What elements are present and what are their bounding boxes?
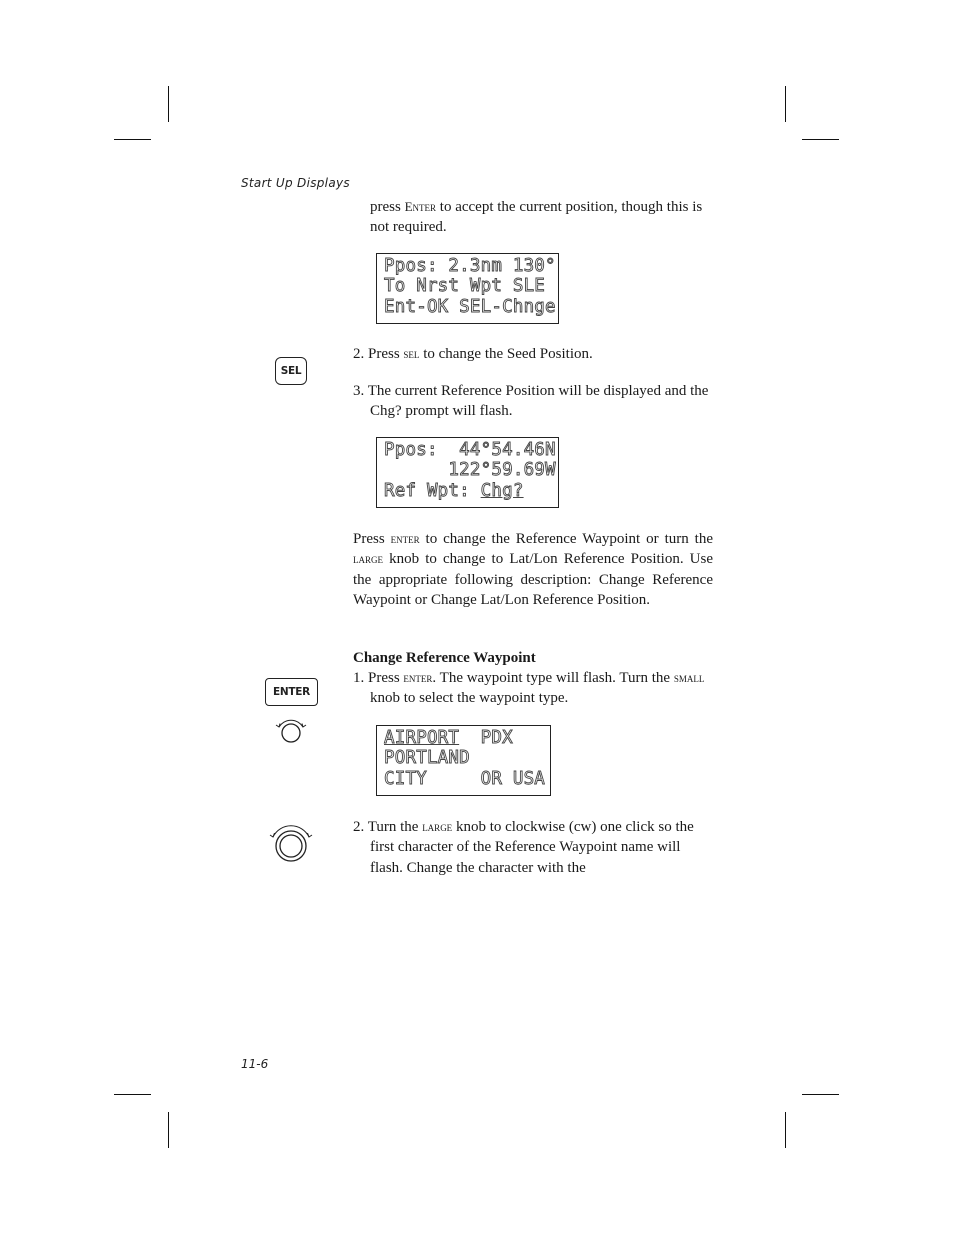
lcd-line: AIRPORT PDX xyxy=(384,728,513,748)
key-large: large xyxy=(422,819,453,834)
section-heading: Change Reference Waypoint xyxy=(353,650,536,666)
lcd-line: 122°59.69W xyxy=(384,460,556,481)
key-enter: enter xyxy=(390,531,420,546)
crop-mark xyxy=(114,1094,151,1095)
step-3: 3. The current Reference Position will be displayed and the Chg? prompt will flash. xyxy=(353,383,709,420)
running-head: Start Up Displays xyxy=(241,176,350,190)
page-number: 11-6 xyxy=(241,1057,269,1071)
press-enter-paragraph: Press enter to change the Reference Waypoint or turn the large knob to change to Lat/Lon Reference Position. Use the appropriate following description: Change Reference Waypoint or Change Lat/Lon Reference Position. xyxy=(353,531,713,609)
step-change-2: 2. Turn the large knob to clockwise (cw) one click so the first character of the Reference Waypoint name will flash. Change the character with the xyxy=(353,819,694,876)
key-large: large xyxy=(353,551,383,567)
key-enter: Enter xyxy=(404,199,437,214)
small-knob-icon xyxy=(272,716,310,746)
lcd-display-waypoint xyxy=(376,725,551,796)
lcd-display-present-position xyxy=(376,253,559,324)
key-small: small xyxy=(673,670,705,685)
sel-button: SEL xyxy=(275,357,307,385)
enter-button: ENTER xyxy=(265,678,318,706)
step-change-1: 1. Press enter. The waypoint type will flash. Turn the small knob to select the waypoint type. xyxy=(353,670,705,707)
crop-mark xyxy=(168,86,169,122)
step-2: 2. Press sel to change the Seed Position. xyxy=(353,346,593,362)
key-enter: enter xyxy=(403,670,433,685)
lcd-line: Ref Wpt: Chg? xyxy=(384,480,524,501)
intro-paragraph: press Enter to accept the current position, though this is not required. xyxy=(370,199,703,236)
waypoint-type-flash: AIRPORT xyxy=(384,728,460,748)
crop-mark xyxy=(802,1094,839,1095)
lcd-line: Ppos: 44°54.46N xyxy=(384,440,556,460)
lcd-line: To Nrst Wpt SLE xyxy=(384,276,546,297)
lcd-display-reference-position xyxy=(376,437,559,508)
crop-mark xyxy=(785,86,786,122)
crop-mark xyxy=(785,1112,786,1148)
chg-prompt: Chg? xyxy=(480,480,524,501)
lcd-line: Ppos: 2.3nm 130° xyxy=(384,256,556,276)
crop-mark xyxy=(802,139,839,140)
lcd-line: Ent-OK SEL-Chnge xyxy=(384,296,556,317)
key-sel: sel xyxy=(403,346,420,361)
crop-mark xyxy=(168,1112,169,1148)
large-knob-icon xyxy=(268,822,314,864)
crop-mark xyxy=(114,139,151,140)
lcd-line: PORTLAND xyxy=(384,748,470,769)
lcd-line: CITY OR USA xyxy=(384,768,546,789)
